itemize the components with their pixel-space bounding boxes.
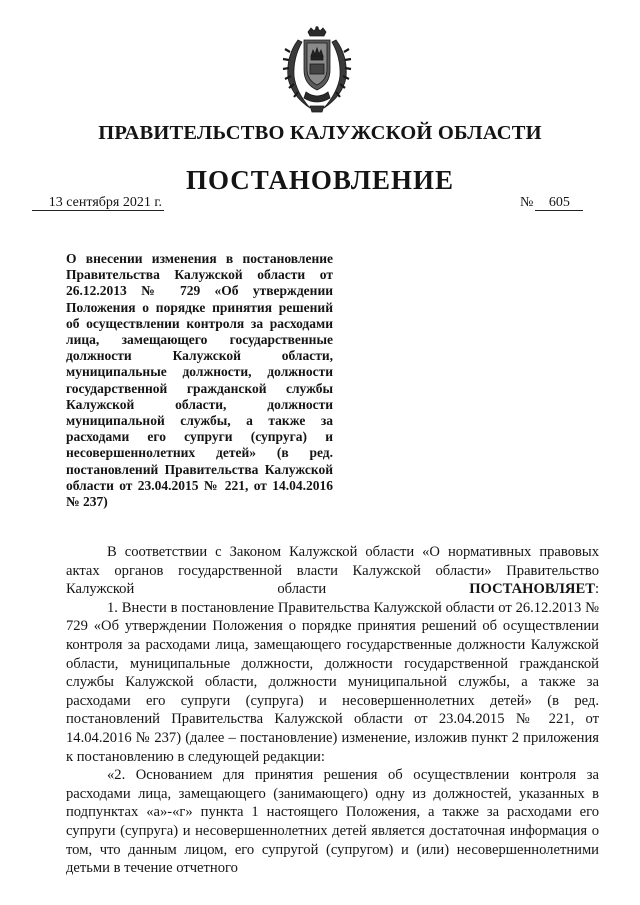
document-date-line [32, 195, 164, 211]
government-name: ПРАВИТЕЛЬСТВО КАЛУЖСКОЙ ОБЛАСТИ [98, 122, 542, 144]
document-body [66, 543, 599, 878]
document-number-line [520, 195, 583, 211]
clause-1-paragraph: 1. Внести в постановление Правительства Калужской области от 26.12.2013 № 729 «Об утверждении Положения о порядке принятия решений об осуществлении контроля за расходами лица, замещающего государственные должности Калужской области, муниципальные должности, должности государственной гражданской службы Калужской области, должности муниципальной службы, а также за расходами его супруги (супруга) и несовершеннолетних детей» (в ред. постановлений Правительства Калужской области от 23.04.2015 № 221, от 14.04.2016 № 237) (далее – постановление) изменение, изложив пункт 2 приложения к постановлению в следующей редакции: [66, 599, 599, 765]
preamble-colon: : [594, 581, 599, 598]
number-label: № [520, 195, 534, 210]
document-type-title: ПОСТАНОВЛЕНИЕ [185, 165, 455, 195]
preamble-paragraph [66, 543, 599, 599]
document-subject-title: О внесении изменения в постановление Правительства Калужской области от 26.12.2013 № 729 «Об утверждении Положения о порядке принятия решений об осуществлении контроля за расходами лица, замещающего государственные должности Калужской области, муниципальные должности, должности государственной гражданской службы Калужской области, должности муниципальной службы, а также за расходами его супруги (супруга) и несовершеннолетних детей» (в ред. постановлений Правительства Калужской области от 23.04.2015 № 221, от 14.04.2016 № 237) [66, 251, 333, 510]
document-number: 605 [535, 195, 583, 211]
resolves-keyword: ПОСТАНОВЛЯЕТ [469, 581, 595, 598]
clause-2-quote-paragraph: «2. Основанием для принятия решения об осуществлении контроля за расходами лица, замещающего (занимающего) одну из должностей, указанных в подпунктах «а»-«г» пункта 1 настоящего Положения, а также за расходами его супруги (супруга) и несовершеннолетних детей является достаточная информация о том, что данным лицом, его супругой (супругом) и (или) несовершеннолетними детьми в течение отчетного [66, 767, 599, 877]
document-date: 13 сентября 2021 г. [32, 195, 164, 211]
coat-of-arms-emblem [280, 26, 354, 114]
preamble-text: В соответствии с Законом Калужской области «О нормативных правовых актах органов государственной власти Калужской области» Правительство Калужской области [66, 544, 599, 598]
